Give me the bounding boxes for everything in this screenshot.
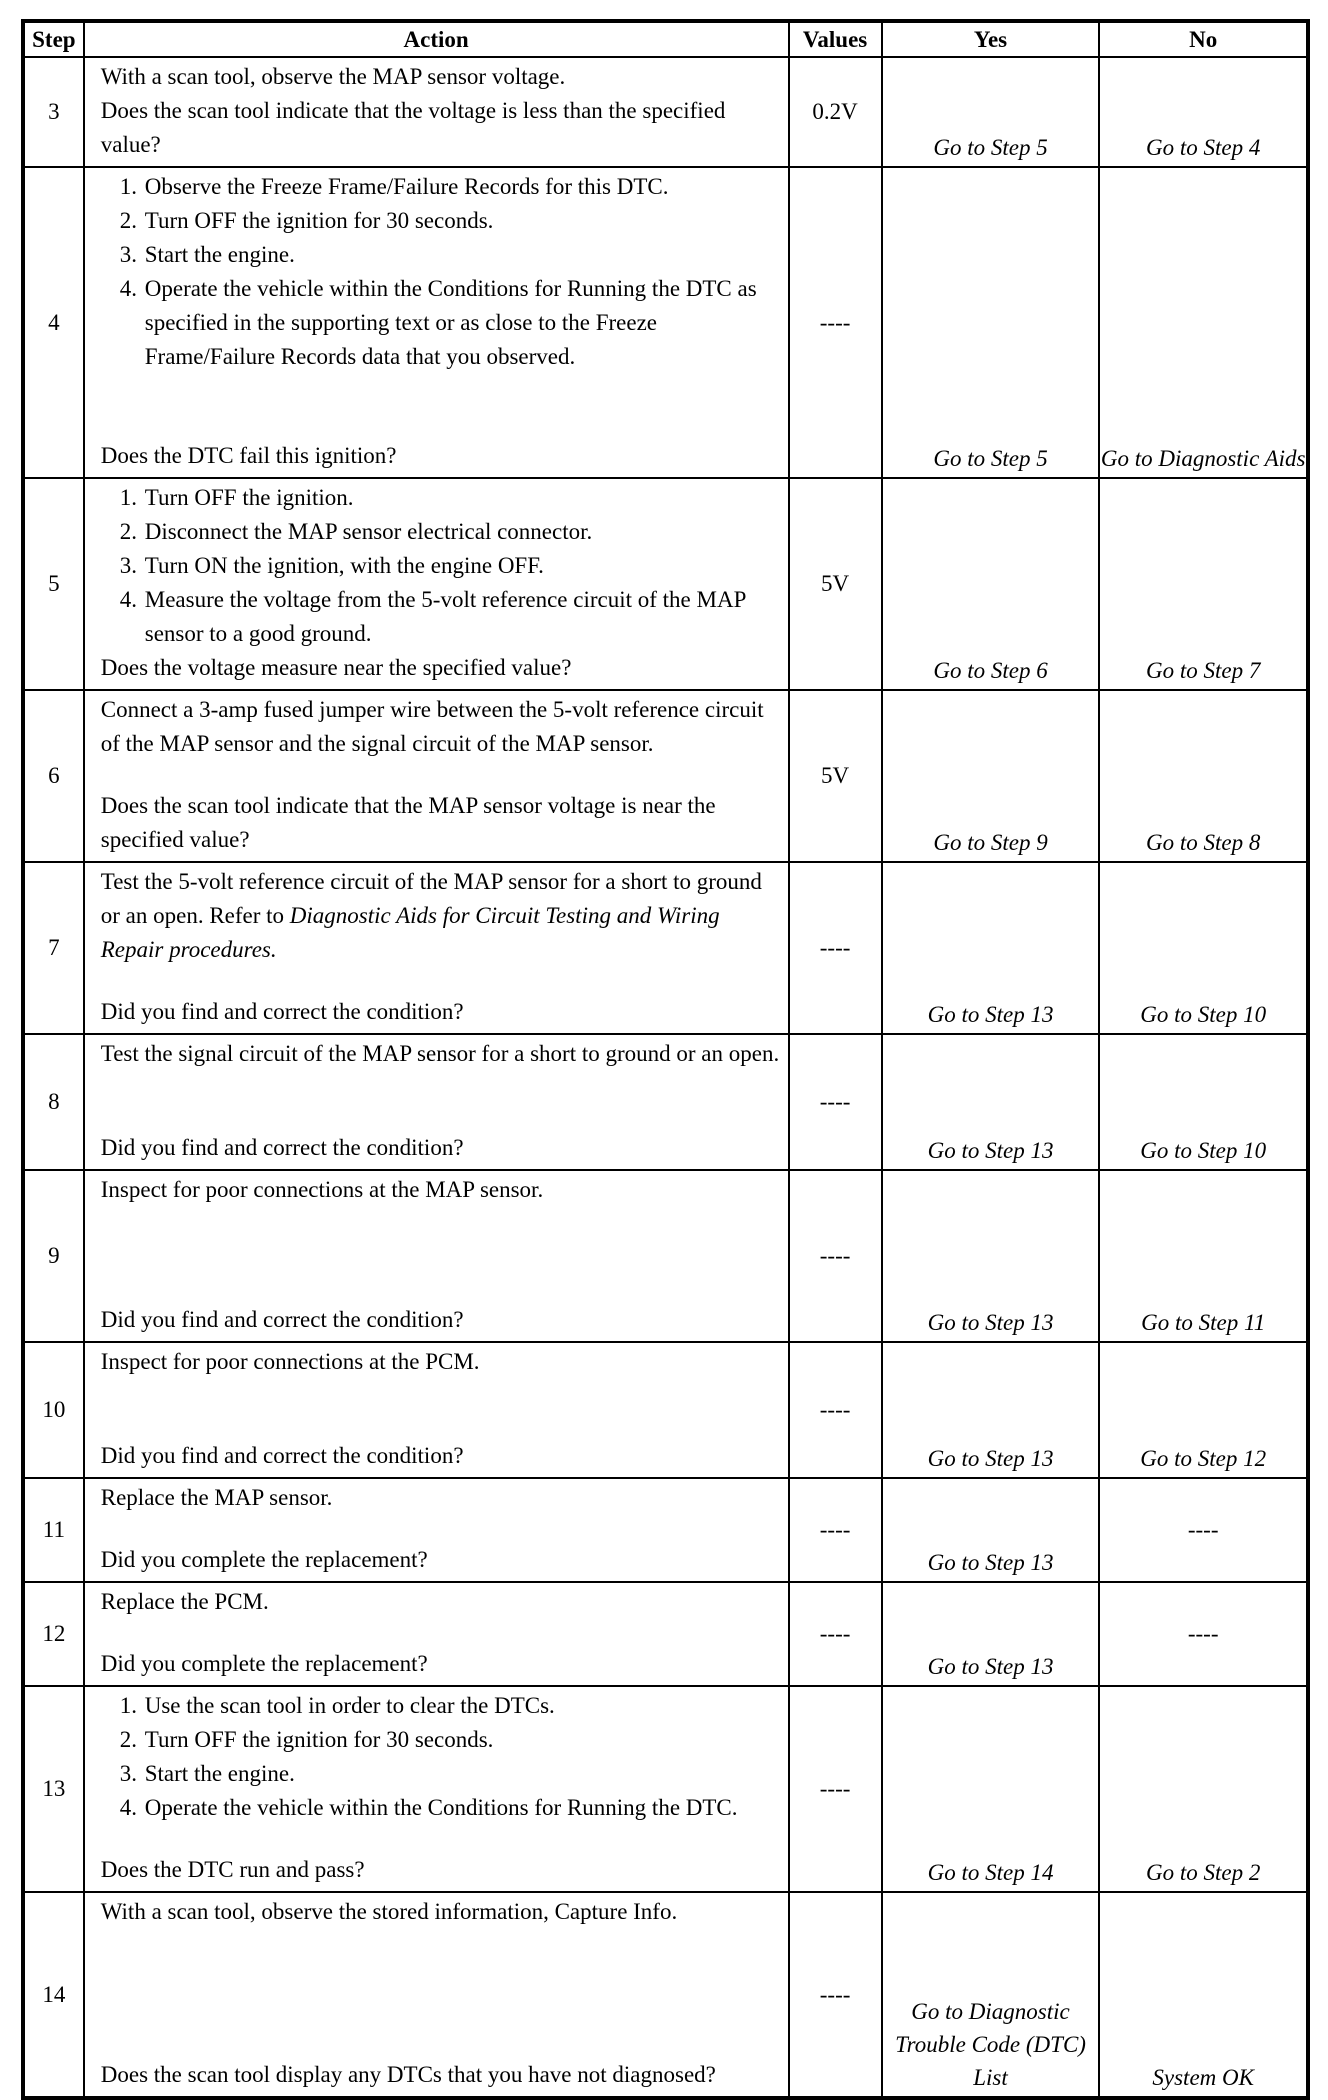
no-action: System OK bbox=[1099, 1892, 1308, 2098]
action-cell bbox=[84, 1170, 789, 1342]
value-cell: ---- bbox=[789, 1342, 882, 1478]
procedure-item: 3. Turn ON the ignition, with the engine OFF. bbox=[143, 549, 780, 583]
procedure-list bbox=[101, 1689, 780, 1825]
step-number: 14 bbox=[23, 1892, 84, 2098]
yes-action: Go to Step 13 bbox=[882, 1478, 1100, 1582]
value-cell: ---- bbox=[789, 1686, 882, 1892]
step-number: 8 bbox=[23, 1034, 84, 1170]
header-no: No bbox=[1099, 21, 1308, 57]
header-action: Action bbox=[84, 21, 789, 57]
action-instruction: Replace the PCM. bbox=[100, 1589, 269, 1614]
table-row bbox=[23, 1170, 1308, 1342]
no-action: Go to Step 7 bbox=[1099, 478, 1308, 690]
action-cell bbox=[84, 862, 789, 1034]
procedure-item: 2. Disconnect the MAP sensor electrical connector. bbox=[143, 515, 780, 549]
action-question: Does the DTC fail this ignition? bbox=[100, 443, 397, 468]
action-instruction: Replace the MAP sensor. bbox=[100, 1485, 333, 1510]
action-cell bbox=[84, 1034, 789, 1170]
no-action: Go to Step 10 bbox=[1099, 862, 1308, 1034]
no-action: Go to Step 12 bbox=[1099, 1342, 1308, 1478]
no-action: Go to Step 8 bbox=[1099, 690, 1308, 862]
yes-action: Go to Step 13 bbox=[882, 1342, 1100, 1478]
procedure-item: 2. Turn OFF the ignition for 30 seconds. bbox=[143, 204, 780, 238]
no-action: Go to Step 10 bbox=[1099, 1034, 1308, 1170]
action-instruction: Connect a 3-amp fused jumper wire between the 5-volt reference circuit of the MAP sensor and the signal circuit of the MAP sensor. bbox=[100, 697, 764, 756]
action-cell bbox=[84, 167, 789, 478]
procedure-item: 3. Start the engine. bbox=[143, 238, 780, 272]
no-action: Go to Step 11 bbox=[1099, 1170, 1308, 1342]
reference-link-text: Diagnostic Aids for Circuit Testing and Wiring Repair procedures. bbox=[100, 903, 720, 962]
action-cell bbox=[84, 1478, 789, 1582]
step-number: 10 bbox=[23, 1342, 84, 1478]
yes-action: Go to Step 5 bbox=[882, 167, 1100, 478]
action-question: Does the voltage measure near the specified value? bbox=[100, 655, 572, 680]
action-question: Did you find and correct the condition? bbox=[100, 999, 464, 1024]
action-instruction: Test the 5-volt reference circuit of the MAP sensor for a short to ground or an open. Refer to Diagnostic Aids for Circuit Testing and Wiring Repair procedures. bbox=[100, 869, 762, 962]
action-cell bbox=[84, 1342, 789, 1478]
value-cell: ---- bbox=[789, 862, 882, 1034]
action-question: Did you find and correct the condition? bbox=[100, 1443, 464, 1468]
action-cell bbox=[84, 690, 789, 862]
value-cell: 5V bbox=[789, 690, 882, 862]
procedure-item: 4. Measure the voltage from the 5-volt reference circuit of the MAP sensor to a good ground. bbox=[143, 583, 780, 651]
action-instruction: With a scan tool, observe the stored information, Capture Info. bbox=[100, 1899, 678, 1924]
step-number: 7 bbox=[23, 862, 84, 1034]
header-values: Values bbox=[789, 21, 882, 57]
table-row bbox=[23, 1342, 1308, 1478]
action-question: Did you complete the replacement? bbox=[100, 1651, 428, 1676]
action-question: Did you find and correct the condition? bbox=[100, 1307, 464, 1332]
table-body bbox=[23, 57, 1308, 2098]
step-number: 13 bbox=[23, 1686, 84, 1892]
value-cell: ---- bbox=[789, 1478, 882, 1582]
action-cell bbox=[84, 1582, 789, 1686]
step-number: 11 bbox=[23, 1478, 84, 1582]
header-yes: Yes bbox=[882, 21, 1100, 57]
yes-action: Go to Step 9 bbox=[882, 690, 1100, 862]
no-action: Go to Step 4 bbox=[1099, 57, 1308, 167]
procedure-item: 1. Turn OFF the ignition. bbox=[143, 481, 780, 515]
table-row bbox=[23, 167, 1308, 478]
no-action: Go to Diagnostic Aids bbox=[1099, 167, 1308, 478]
table-row bbox=[23, 690, 1308, 862]
yes-action: Go to Step 6 bbox=[882, 478, 1100, 690]
yes-action: Go to Diagnostic Trouble Code (DTC) List bbox=[882, 1892, 1100, 2098]
value-cell: 0.2V bbox=[789, 57, 882, 167]
value-cell: ---- bbox=[789, 1582, 882, 1686]
action-cell bbox=[84, 478, 789, 690]
action-question: Does the scan tool indicate that the voltage is less than the specified value? bbox=[100, 98, 726, 157]
yes-action: Go to Step 13 bbox=[882, 1170, 1100, 1342]
yes-action: Go to Step 5 bbox=[882, 57, 1100, 167]
table-row bbox=[23, 1686, 1308, 1892]
header-step: Step bbox=[23, 21, 84, 57]
procedure-item: 4. Operate the vehicle within the Conditions for Running the DTC as specified in the supporting text or as close to the Freeze Frame/Failure Records data that you observed. bbox=[143, 272, 780, 374]
procedure-list bbox=[101, 170, 780, 374]
no-action: Go to Step 2 bbox=[1099, 1686, 1308, 1892]
procedure-item: 3. Start the engine. bbox=[143, 1757, 780, 1791]
action-question: Does the scan tool indicate that the MAP sensor voltage is near the specified value? bbox=[100, 793, 716, 852]
procedure-item: 1. Observe the Freeze Frame/Failure Records for this DTC. bbox=[143, 170, 780, 204]
action-question: Does the scan tool display any DTCs that you have not diagnosed? bbox=[100, 2062, 716, 2087]
action-question: Did you find and correct the condition? bbox=[100, 1135, 464, 1160]
no-action: ---- bbox=[1099, 1478, 1308, 1582]
action-instruction: With a scan tool, observe the MAP sensor voltage. bbox=[100, 64, 566, 89]
step-number: 12 bbox=[23, 1582, 84, 1686]
procedure-item: 2. Turn OFF the ignition for 30 seconds. bbox=[143, 1723, 780, 1757]
value-cell: ---- bbox=[789, 167, 882, 478]
yes-action: Go to Step 13 bbox=[882, 1034, 1100, 1170]
action-instruction: Inspect for poor connections at the MAP sensor. bbox=[100, 1177, 544, 1202]
value-cell: ---- bbox=[789, 1034, 882, 1170]
action-question: Did you complete the replacement? bbox=[100, 1547, 428, 1572]
table-row bbox=[23, 57, 1308, 167]
step-number: 6 bbox=[23, 690, 84, 862]
step-number: 4 bbox=[23, 167, 84, 478]
yes-action: Go to Step 13 bbox=[882, 1582, 1100, 1686]
action-cell bbox=[84, 1686, 789, 1892]
value-cell: ---- bbox=[789, 1170, 882, 1342]
value-cell: ---- bbox=[789, 1892, 882, 2098]
diagnostic-table bbox=[21, 19, 1310, 2100]
value-cell: 5V bbox=[789, 478, 882, 690]
step-number: 3 bbox=[23, 57, 84, 167]
header-row bbox=[23, 21, 1308, 57]
procedure-item: 1. Use the scan tool in order to clear the DTCs. bbox=[143, 1689, 780, 1723]
step-number: 5 bbox=[23, 478, 84, 690]
step-number: 9 bbox=[23, 1170, 84, 1342]
table-row bbox=[23, 1892, 1308, 2098]
table-row bbox=[23, 1034, 1308, 1170]
yes-action: Go to Step 14 bbox=[882, 1686, 1100, 1892]
table-row bbox=[23, 478, 1308, 690]
action-cell bbox=[84, 57, 789, 167]
table-row bbox=[23, 1478, 1308, 1582]
action-instruction: Test the signal circuit of the MAP sensor for a short to ground or an open. bbox=[100, 1041, 780, 1066]
action-question: Does the DTC run and pass? bbox=[100, 1857, 365, 1882]
table-row bbox=[23, 862, 1308, 1034]
yes-action: Go to Step 13 bbox=[882, 862, 1100, 1034]
procedure-list bbox=[101, 481, 780, 651]
action-cell bbox=[84, 1892, 789, 2098]
no-action: ---- bbox=[1099, 1582, 1308, 1686]
action-instruction: Inspect for poor connections at the PCM. bbox=[100, 1349, 480, 1374]
procedure-item: 4. Operate the vehicle within the Conditions for Running the DTC. bbox=[143, 1791, 780, 1825]
table-row bbox=[23, 1582, 1308, 1686]
